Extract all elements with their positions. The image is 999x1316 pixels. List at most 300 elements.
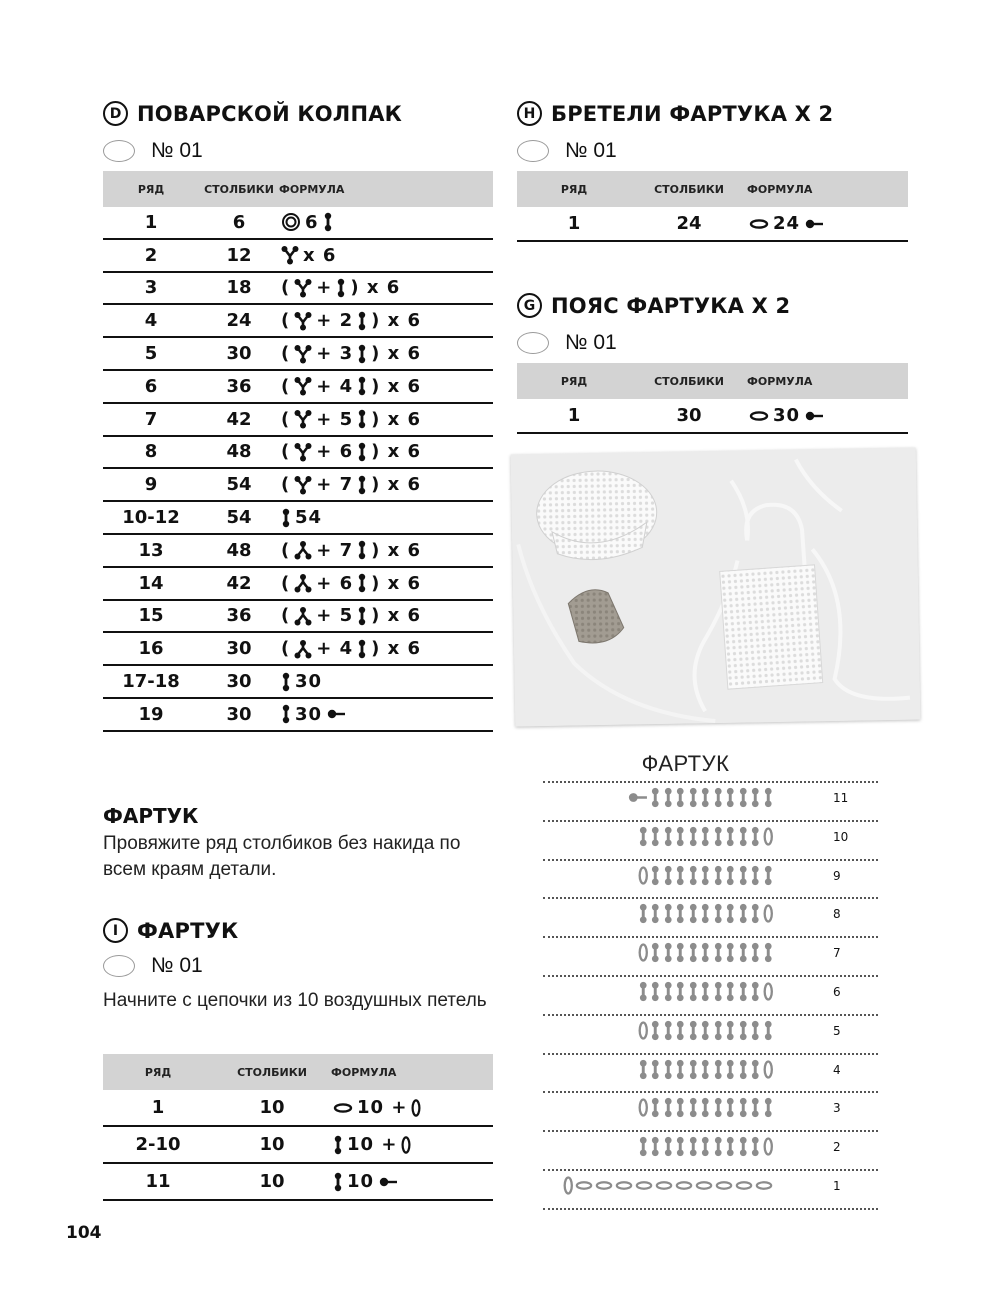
inc-stitch-icon [294,376,312,396]
chart-row-number: 7 [833,946,841,961]
slst-stitch-icon [804,406,824,426]
sc-stitch-icon [750,826,761,847]
sc-stitch-icon [750,865,761,886]
formula-text: ) x 6 [371,572,422,594]
column-header: РЯД [137,182,165,196]
sc-stitch-icon [638,1136,649,1157]
chart-row-number: 3 [833,1101,841,1116]
section-i-header [103,918,238,943]
stitch-count: 30 [226,671,252,693]
sc-stitch-icon [713,1020,724,1041]
sc-stitch-icon [738,1059,749,1080]
tch-stitch-icon [401,1135,411,1155]
sc-stitch-icon [700,1020,711,1041]
sc-stitch-icon [763,787,774,808]
sc-stitch-icon [738,942,749,963]
apron-note-title: ФАРТУК [103,804,199,828]
row-number: 10-12 [122,507,180,529]
column-header: СТОЛБИКИ [654,182,724,196]
table-row [103,207,493,240]
sc-stitch-icon [663,942,674,963]
section-g-header [517,293,790,318]
chart-row [543,826,878,854]
formula-text: + 6 [316,441,354,463]
formula [279,474,493,495]
ring-stitch-icon [281,212,301,232]
table-row [103,699,493,732]
formula [279,540,493,561]
chart-row-number: 10 [833,829,849,844]
chart-row [543,1175,878,1203]
formula [331,1097,493,1118]
row-number: 19 [138,703,164,725]
sc-stitch-icon [700,1097,711,1118]
sc-stitch-icon [713,903,724,924]
sc-stitch-icon [688,942,699,963]
sc-stitch-icon [650,787,661,808]
chart-row-number: 8 [833,907,841,922]
formula [279,441,493,462]
chart-divider [543,1208,878,1210]
table-row [517,207,908,242]
stitch-count: 6 [232,211,246,233]
sc-stitch-icon [688,1020,699,1041]
table-row [103,437,493,470]
sc-stitch-icon [650,826,661,847]
chart-stitches [543,903,773,924]
row-number: 15 [138,605,164,627]
sc-stitch-icon [663,981,674,1002]
sc-stitch-icon [675,981,686,1002]
chart-stitches [543,1175,773,1196]
stitch-count: 54 [226,474,252,496]
table-row [103,240,493,273]
formula-text: ) x 6 [371,310,422,332]
crochet-items-illustration [511,447,921,726]
chart-divider [543,1014,878,1016]
sc-stitch-icon [357,475,367,495]
sc-stitch-icon [725,787,736,808]
dec-stitch-icon [294,540,312,560]
formula-text: ) x 6 [350,277,401,299]
formula-text: 6 [305,211,319,233]
slst-stitch-icon [378,1172,398,1192]
sc-stitch-icon [663,826,674,847]
sc-stitch-icon [357,639,367,659]
stitch-count: 42 [226,572,252,594]
hook-size [517,139,617,163]
sc-stitch-icon [700,981,711,1002]
section-title: БРЕТЕЛИ ФАРТУКА Х 2 [551,101,834,126]
inc-stitch-icon [294,442,312,462]
chart-divider [543,859,878,861]
formula-text: ) x 6 [371,343,422,365]
ch-stitch-icon [333,1098,353,1118]
sc-stitch-icon [638,826,649,847]
chart-stitches [543,942,773,963]
formula [279,212,493,233]
sc-stitch-icon [700,787,711,808]
sc-stitch-icon [650,1097,661,1118]
ch-stitch-icon [575,1175,593,1196]
chart-divider [543,781,878,783]
chart-row [543,1136,878,1164]
column-header: СТОЛБИКИ [204,182,274,196]
hook-oval-icon [517,140,549,162]
section-d-header [103,101,402,126]
table-header [517,363,908,399]
sc-stitch-icon [750,1020,761,1041]
sc-stitch-icon [738,981,749,1002]
page-number: 104 [66,1223,102,1243]
stitch-count: 10 [259,1097,285,1118]
formula [331,1171,493,1192]
hook-size [103,954,203,978]
formula-text: ( [281,474,291,496]
sc-stitch-icon [688,903,699,924]
hook-size-label: № 01 [565,331,617,354]
row-number: 1 [151,1097,165,1118]
sc-stitch-icon [663,1097,674,1118]
formula-text: ( [281,277,291,299]
ch-stitch-icon [635,1175,653,1196]
formula-text: + 2 [316,310,354,332]
hook-oval-icon [517,332,549,354]
sc-stitch-icon [750,1097,761,1118]
column-header: РЯД [144,1065,172,1079]
formula-text: 10 [347,1171,375,1192]
tch-stitch-icon [638,1020,649,1041]
section-h-header [517,101,833,126]
sc-stitch-icon [650,903,661,924]
row-number: 14 [138,572,164,594]
hook-size-label: № 01 [151,139,203,162]
row-number: 9 [144,474,158,496]
sc-stitch-icon [750,981,761,1002]
sc-stitch-icon [738,1097,749,1118]
row-number: 1 [144,211,158,233]
sc-stitch-icon [333,1172,343,1192]
sc-stitch-icon [763,942,774,963]
sc-stitch-icon [638,1059,649,1080]
column-header: РЯД [560,374,588,388]
ch-stitch-icon [595,1175,613,1196]
slst-stitch-icon [326,704,346,724]
row-number: 8 [144,441,158,463]
stitch-count: 10 [259,1171,285,1192]
sc-stitch-icon [357,376,367,396]
stitch-count: 18 [226,277,252,299]
hook-oval-icon [103,140,135,162]
sc-stitch-icon [357,344,367,364]
sc-stitch-icon [763,865,774,886]
formula [279,573,493,594]
table-header [103,171,493,207]
sc-stitch-icon [281,672,291,692]
row-number: 1 [567,213,581,234]
hook-size-label: № 01 [565,139,617,162]
sc-stitch-icon [738,787,749,808]
formula-text: 30 [295,671,323,693]
sc-stitch-icon [650,1059,661,1080]
formula [747,405,908,426]
formula-text: ( [281,539,291,561]
inc-stitch-icon [294,311,312,331]
hook-oval-icon [103,955,135,977]
sc-stitch-icon [713,1136,724,1157]
stitch-count: 30 [226,343,252,365]
chart-row [543,787,878,815]
table-row [103,535,493,568]
sc-stitch-icon [688,1059,699,1080]
sc-stitch-icon [650,1136,661,1157]
sc-stitch-icon [281,508,291,528]
sc-stitch-icon [725,826,736,847]
pattern-table [517,171,908,242]
sc-stitch-icon [675,1020,686,1041]
row-number: 13 [138,539,164,561]
formula-text: + 4 [316,638,354,660]
inc-stitch-icon [281,245,299,265]
sc-stitch-icon [357,573,367,593]
sc-stitch-icon [750,787,761,808]
formula-text: ( [281,375,291,397]
stitch-count: 48 [226,539,252,561]
formula-text: ) x 6 [371,408,422,430]
stitch-count: 30 [676,405,702,426]
table-row [103,1090,493,1127]
sc-stitch-icon [700,1059,711,1080]
tch-stitch-icon [411,1098,421,1118]
chart-row-number: 1 [833,1179,841,1193]
formula-text: + 6 [316,572,354,594]
chart-stitches [543,826,773,847]
sc-stitch-icon [713,1059,724,1080]
sc-stitch-icon [638,903,649,924]
sc-stitch-icon [663,903,674,924]
sc-stitch-icon [688,787,699,808]
chart-divider [543,1053,878,1055]
formula-text: ( [281,343,291,365]
sc-stitch-icon [281,704,291,724]
formula-text: 30 [773,405,801,426]
formula-text: + 3 [316,343,354,365]
ch-stitch-icon [615,1175,633,1196]
sc-stitch-icon [688,1097,699,1118]
column-header: РЯД [560,182,588,196]
chart-stitches [543,1020,773,1041]
stitch-count: 54 [226,507,252,529]
formula [747,213,908,234]
apron-note-text: Провяжите ряд столбиков без накида по всем краям детали. [103,833,461,880]
hook-size [517,331,617,355]
sc-stitch-icon [738,826,749,847]
tch-stitch-icon [638,865,649,886]
sc-stitch-icon [357,442,367,462]
section-title: ПОЯС ФАРТУКА Х 2 [551,293,791,318]
row-number: 2-10 [135,1134,181,1155]
row-number: 6 [144,375,158,397]
stitch-count: 24 [676,213,702,234]
sc-stitch-icon [357,606,367,626]
ch-stitch-icon [735,1175,753,1196]
formula [279,704,493,725]
chart-stitches [543,865,773,886]
stitch-count: 42 [226,408,252,430]
chart-row-number: 2 [833,1140,841,1155]
chart-divider [543,1169,878,1171]
sc-stitch-icon [688,981,699,1002]
section-title: ФАРТУК [137,918,239,943]
sc-stitch-icon [713,787,724,808]
formula-text: + 5 [316,605,354,627]
sc-stitch-icon [725,981,736,1002]
ch-stitch-icon [755,1175,773,1196]
formula-text: ( [281,310,291,332]
sc-stitch-icon [688,826,699,847]
formula-text: ( [281,638,291,660]
dec-stitch-icon [294,573,312,593]
chart-row [543,865,878,893]
sc-stitch-icon [675,826,686,847]
chart-divider [543,936,878,938]
table-row [103,666,493,699]
formula-text: 10 + [357,1097,408,1118]
formula-text: 24 [773,213,801,234]
sc-stitch-icon [675,1059,686,1080]
tch-stitch-icon [763,981,774,1002]
sc-stitch-icon [725,942,736,963]
sc-stitch-icon [725,1059,736,1080]
formula [279,310,493,331]
sc-stitch-icon [675,942,686,963]
stitch-count: 30 [226,638,252,660]
sc-stitch-icon [738,1020,749,1041]
column-header: ФОРМУЛА [279,182,345,196]
chart-row-number: 5 [833,1023,841,1038]
formula-text: ( [281,572,291,594]
formula [279,245,493,266]
inc-stitch-icon [294,475,312,495]
row-number: 17-18 [122,671,180,693]
sc-stitch-icon [725,1136,736,1157]
table-row [103,1164,493,1201]
sc-stitch-icon [650,865,661,886]
formula-text: + 7 [316,539,354,561]
formula-text: + 5 [316,408,354,430]
table-row [103,469,493,502]
section-letter-badge: H [517,101,542,126]
sc-stitch-icon [663,1020,674,1041]
sc-stitch-icon [675,865,686,886]
formula [279,409,493,430]
stitch-count: 36 [226,375,252,397]
tch-stitch-icon [638,942,649,963]
sc-stitch-icon [357,311,367,331]
ch-stitch-icon [715,1175,733,1196]
chart-stitches [543,787,773,808]
sc-stitch-icon [738,903,749,924]
sc-stitch-icon [323,212,333,232]
sc-stitch-icon [663,1136,674,1157]
section-letter-badge: I [103,918,128,943]
formula [279,605,493,626]
formula-text: 30 [295,703,323,725]
stitch-count: 12 [226,244,252,266]
chart-divider [543,1091,878,1093]
formula-text: + 7 [316,474,354,496]
chart-row [543,903,878,931]
formula-text: ) x 6 [371,375,422,397]
chart-stitches [543,981,773,1002]
sc-stitch-icon [750,1059,761,1080]
table-row [103,1127,493,1164]
sc-stitch-icon [675,903,686,924]
row-number: 4 [144,310,158,332]
formula-text: 54 [295,507,323,529]
chart-row-number: 4 [833,1062,841,1077]
column-header: СТОЛБИКИ [654,374,724,388]
stitch-count: 10 [259,1134,285,1155]
table-row [103,502,493,535]
column-header: ФОРМУЛА [747,374,813,388]
ch-stitch-icon [695,1175,713,1196]
sc-stitch-icon [713,826,724,847]
chart-divider [543,897,878,899]
sc-stitch-icon [750,1136,761,1157]
sc-stitch-icon [713,942,724,963]
row-number: 16 [138,638,164,660]
table-header [103,1054,493,1090]
sc-stitch-icon [700,865,711,886]
formula-text: ) x 6 [371,474,422,496]
sc-stitch-icon [700,903,711,924]
table-row [103,305,493,338]
inc-stitch-icon [294,278,312,298]
formula [331,1134,493,1155]
sc-stitch-icon [675,1136,686,1157]
formula [279,507,493,528]
table-row [103,601,493,634]
ch-stitch-icon [749,214,769,234]
formula-text: + [316,277,333,299]
sc-stitch-icon [700,942,711,963]
row-number: 5 [144,343,158,365]
section-letter-badge: G [517,293,542,318]
slst-stitch-icon [627,787,648,808]
slst-stitch-icon [804,214,824,234]
stitch-count: 36 [226,605,252,627]
sc-stitch-icon [650,1020,661,1041]
row-number: 2 [144,244,158,266]
sc-stitch-icon [750,903,761,924]
inc-stitch-icon [294,409,312,429]
row-number: 3 [144,277,158,299]
sc-stitch-icon [357,540,367,560]
formula-text: x 6 [303,244,337,266]
formula [279,671,493,692]
chart-row-number: 6 [833,985,841,999]
sc-stitch-icon [738,865,749,886]
formula-text: ) x 6 [371,539,422,561]
product-photo [511,447,921,726]
pattern-table [517,363,908,434]
formula-text: + 4 [316,375,354,397]
sc-stitch-icon [650,942,661,963]
tch-stitch-icon [563,1175,574,1196]
row-number: 1 [567,405,581,426]
tch-stitch-icon [638,1097,649,1118]
